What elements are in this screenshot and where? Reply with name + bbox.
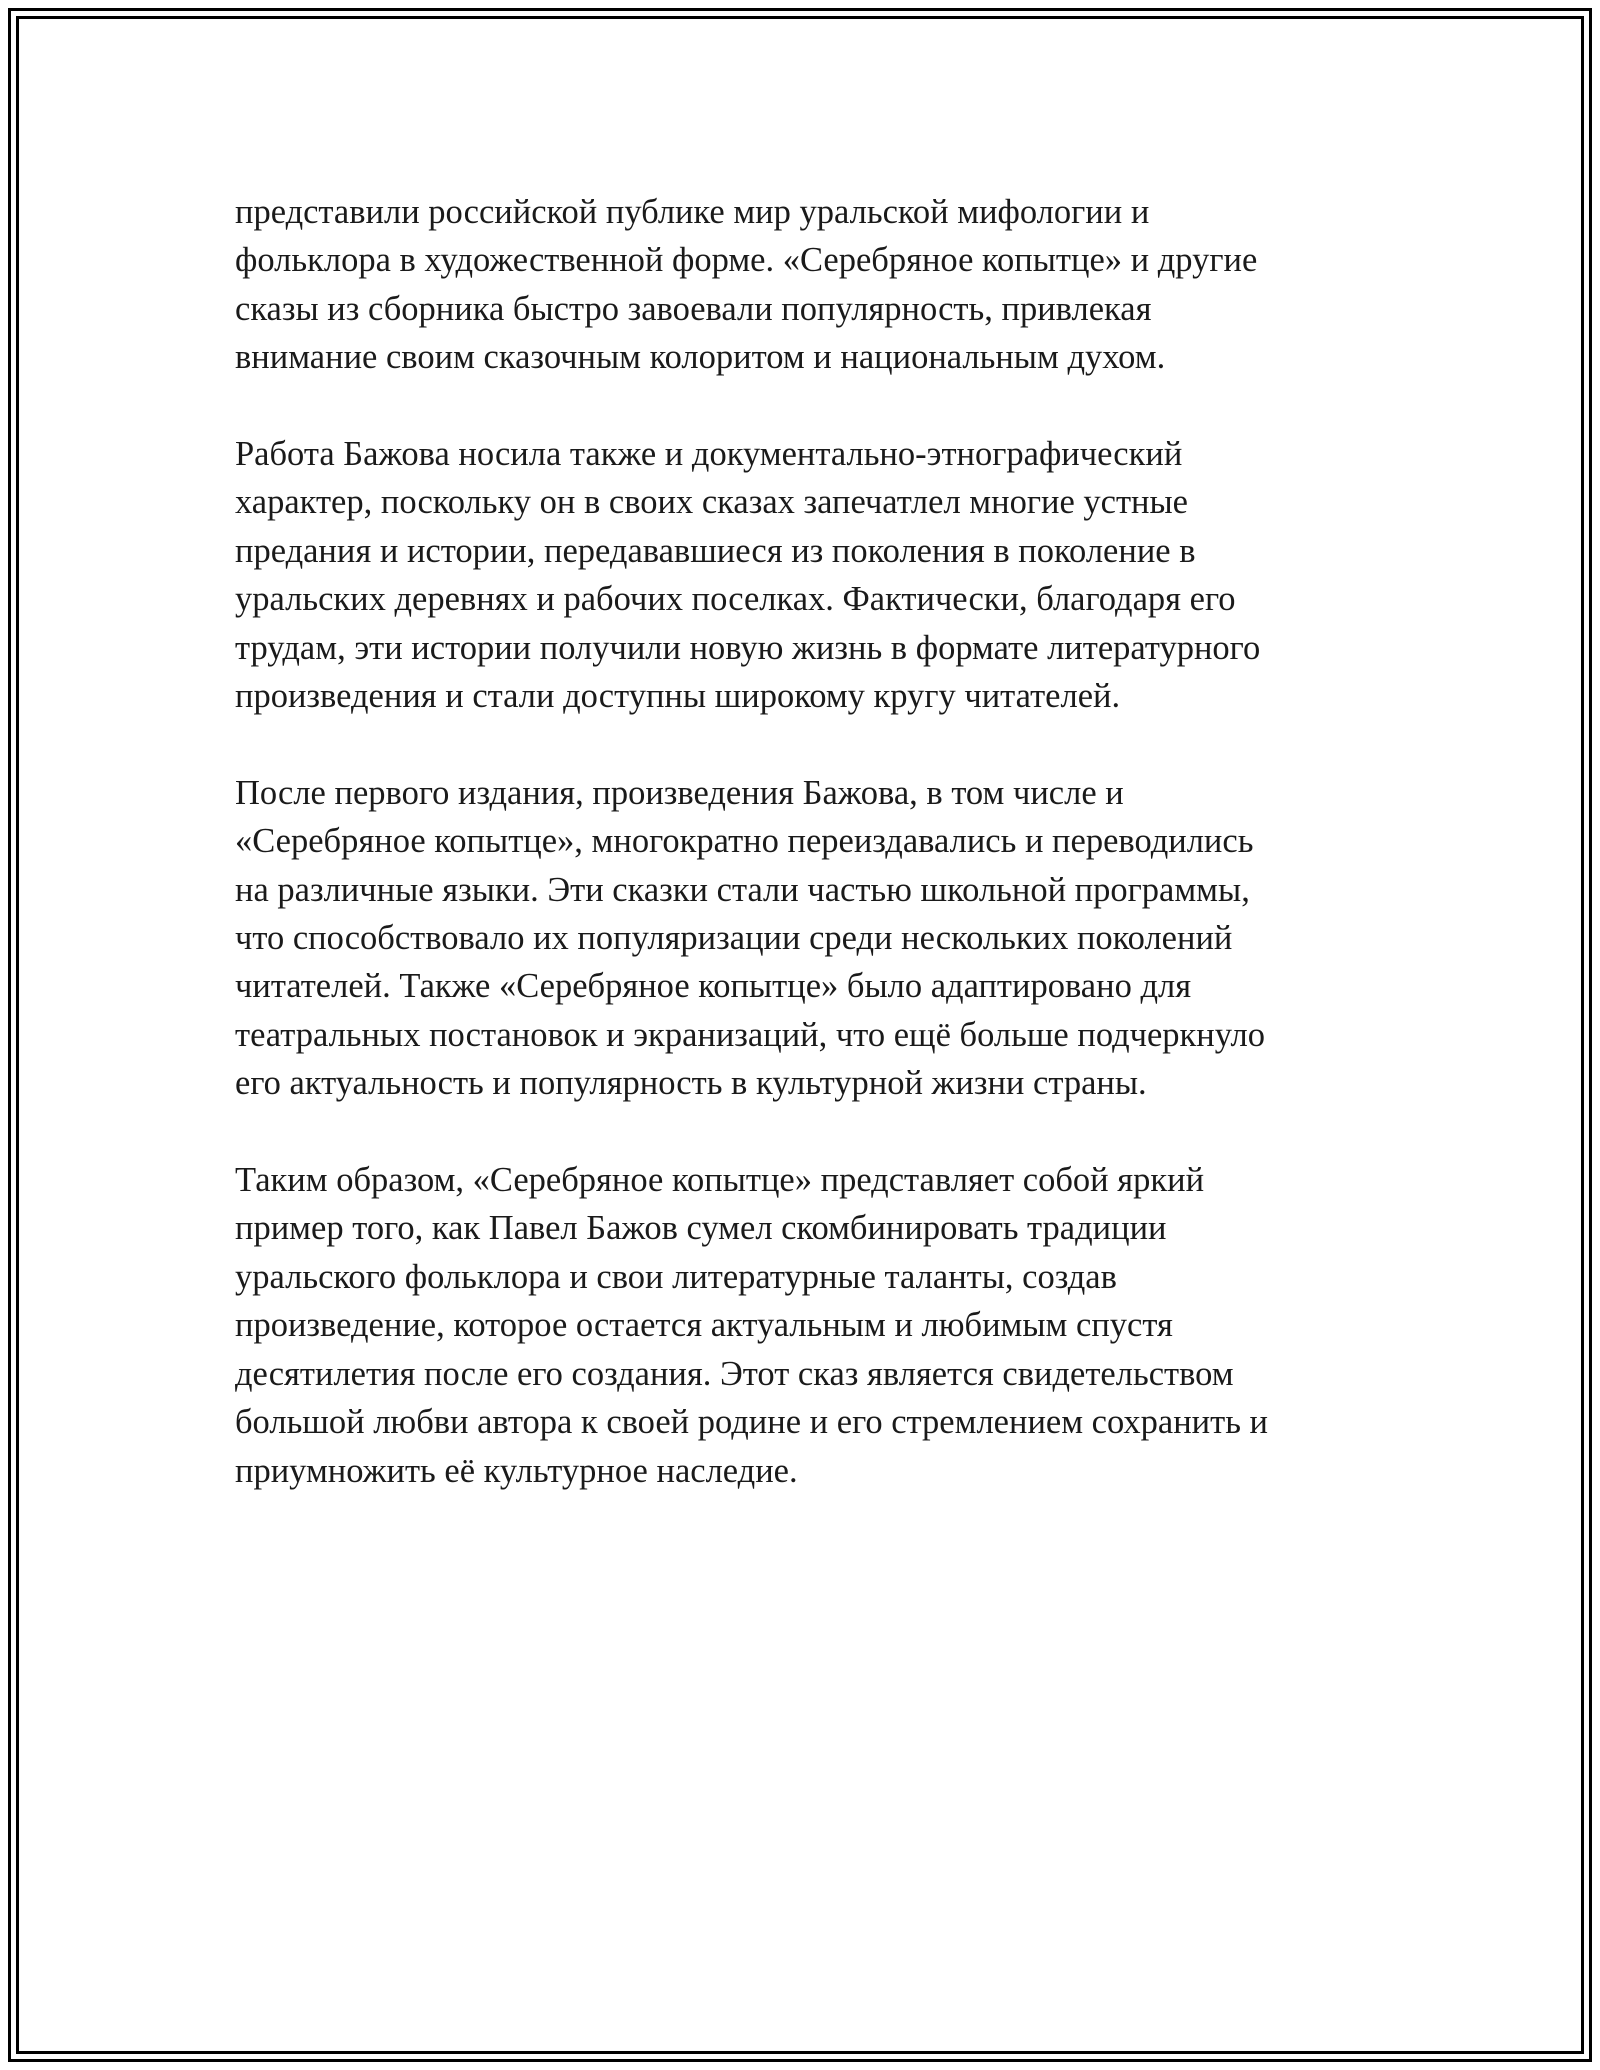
text-line: уральского фольклора и свои литературные таланты, создав xyxy=(235,1257,1117,1296)
text-line: произведения и стали доступны широкому кругу читателей. xyxy=(235,677,1121,716)
text-line: что способствовало их популяризации среди нескольких поколений xyxy=(235,919,1233,958)
text-line: сказы из сборника быстро завоевали популярность, привлекая xyxy=(235,289,1152,328)
text-line: уральских деревнях и рабочих поселках. Фактически, благодаря его xyxy=(235,580,1236,619)
text-line: десятилетия после его создания. Этот сказ является свидетельством xyxy=(235,1354,1234,1393)
text-line: театральных постановок и экранизаций, что ещё больше подчеркнуло xyxy=(235,1015,1265,1054)
text-line: трудам, эти истории получили новую жизнь в формате литературного xyxy=(235,628,1261,667)
text-line: пример того, как Павел Бажов сумел скомбинировать традиции xyxy=(235,1209,1167,1248)
paragraph-2 xyxy=(235,430,1365,720)
paragraph-4 xyxy=(235,1156,1365,1495)
text-line: предания и истории, передававшиеся из поколения в поколение в xyxy=(235,531,1196,570)
text-line: приумножить её культурное наследие. xyxy=(235,1451,798,1490)
text-line: читателей. Также «Серебряное копытце» было адаптировано для xyxy=(235,967,1192,1006)
document-body xyxy=(235,188,1365,1543)
text-line: фольклора в художественной форме. «Серебряное копытце» и другие xyxy=(235,241,1258,280)
text-line: представили российской публике мир уральской мифологии и xyxy=(235,193,1150,231)
paragraph-1 xyxy=(235,188,1365,382)
text-line: внимание своим сказочным колоритом и национальным духом. xyxy=(235,338,1166,377)
text-line: Таким образом, «Серебряное копытце» представляет собой яркий xyxy=(235,1161,1205,1200)
paragraph-3 xyxy=(235,769,1365,1108)
text-line: После первого издания, произведения Бажова, в том числе и xyxy=(235,773,1124,812)
text-line: произведение, которое остается актуальным и любимым спустя xyxy=(235,1306,1173,1345)
text-line: характер, поскольку он в своих сказах запечатлел многие устные xyxy=(235,483,1188,522)
text-line: его актуальность и популярность в культурной жизни страны. xyxy=(235,1064,1147,1103)
text-line: Работа Бажова носила также и документально-этнографический xyxy=(235,435,1183,474)
text-line: «Серебряное копытце», многократно переиздавались и переводились xyxy=(235,822,1254,861)
text-line: большой любви автора к своей родине и его стремлением сохранить и xyxy=(235,1403,1269,1442)
text-line: на различные языки. Эти сказки стали частью школьной программы, xyxy=(235,870,1250,909)
